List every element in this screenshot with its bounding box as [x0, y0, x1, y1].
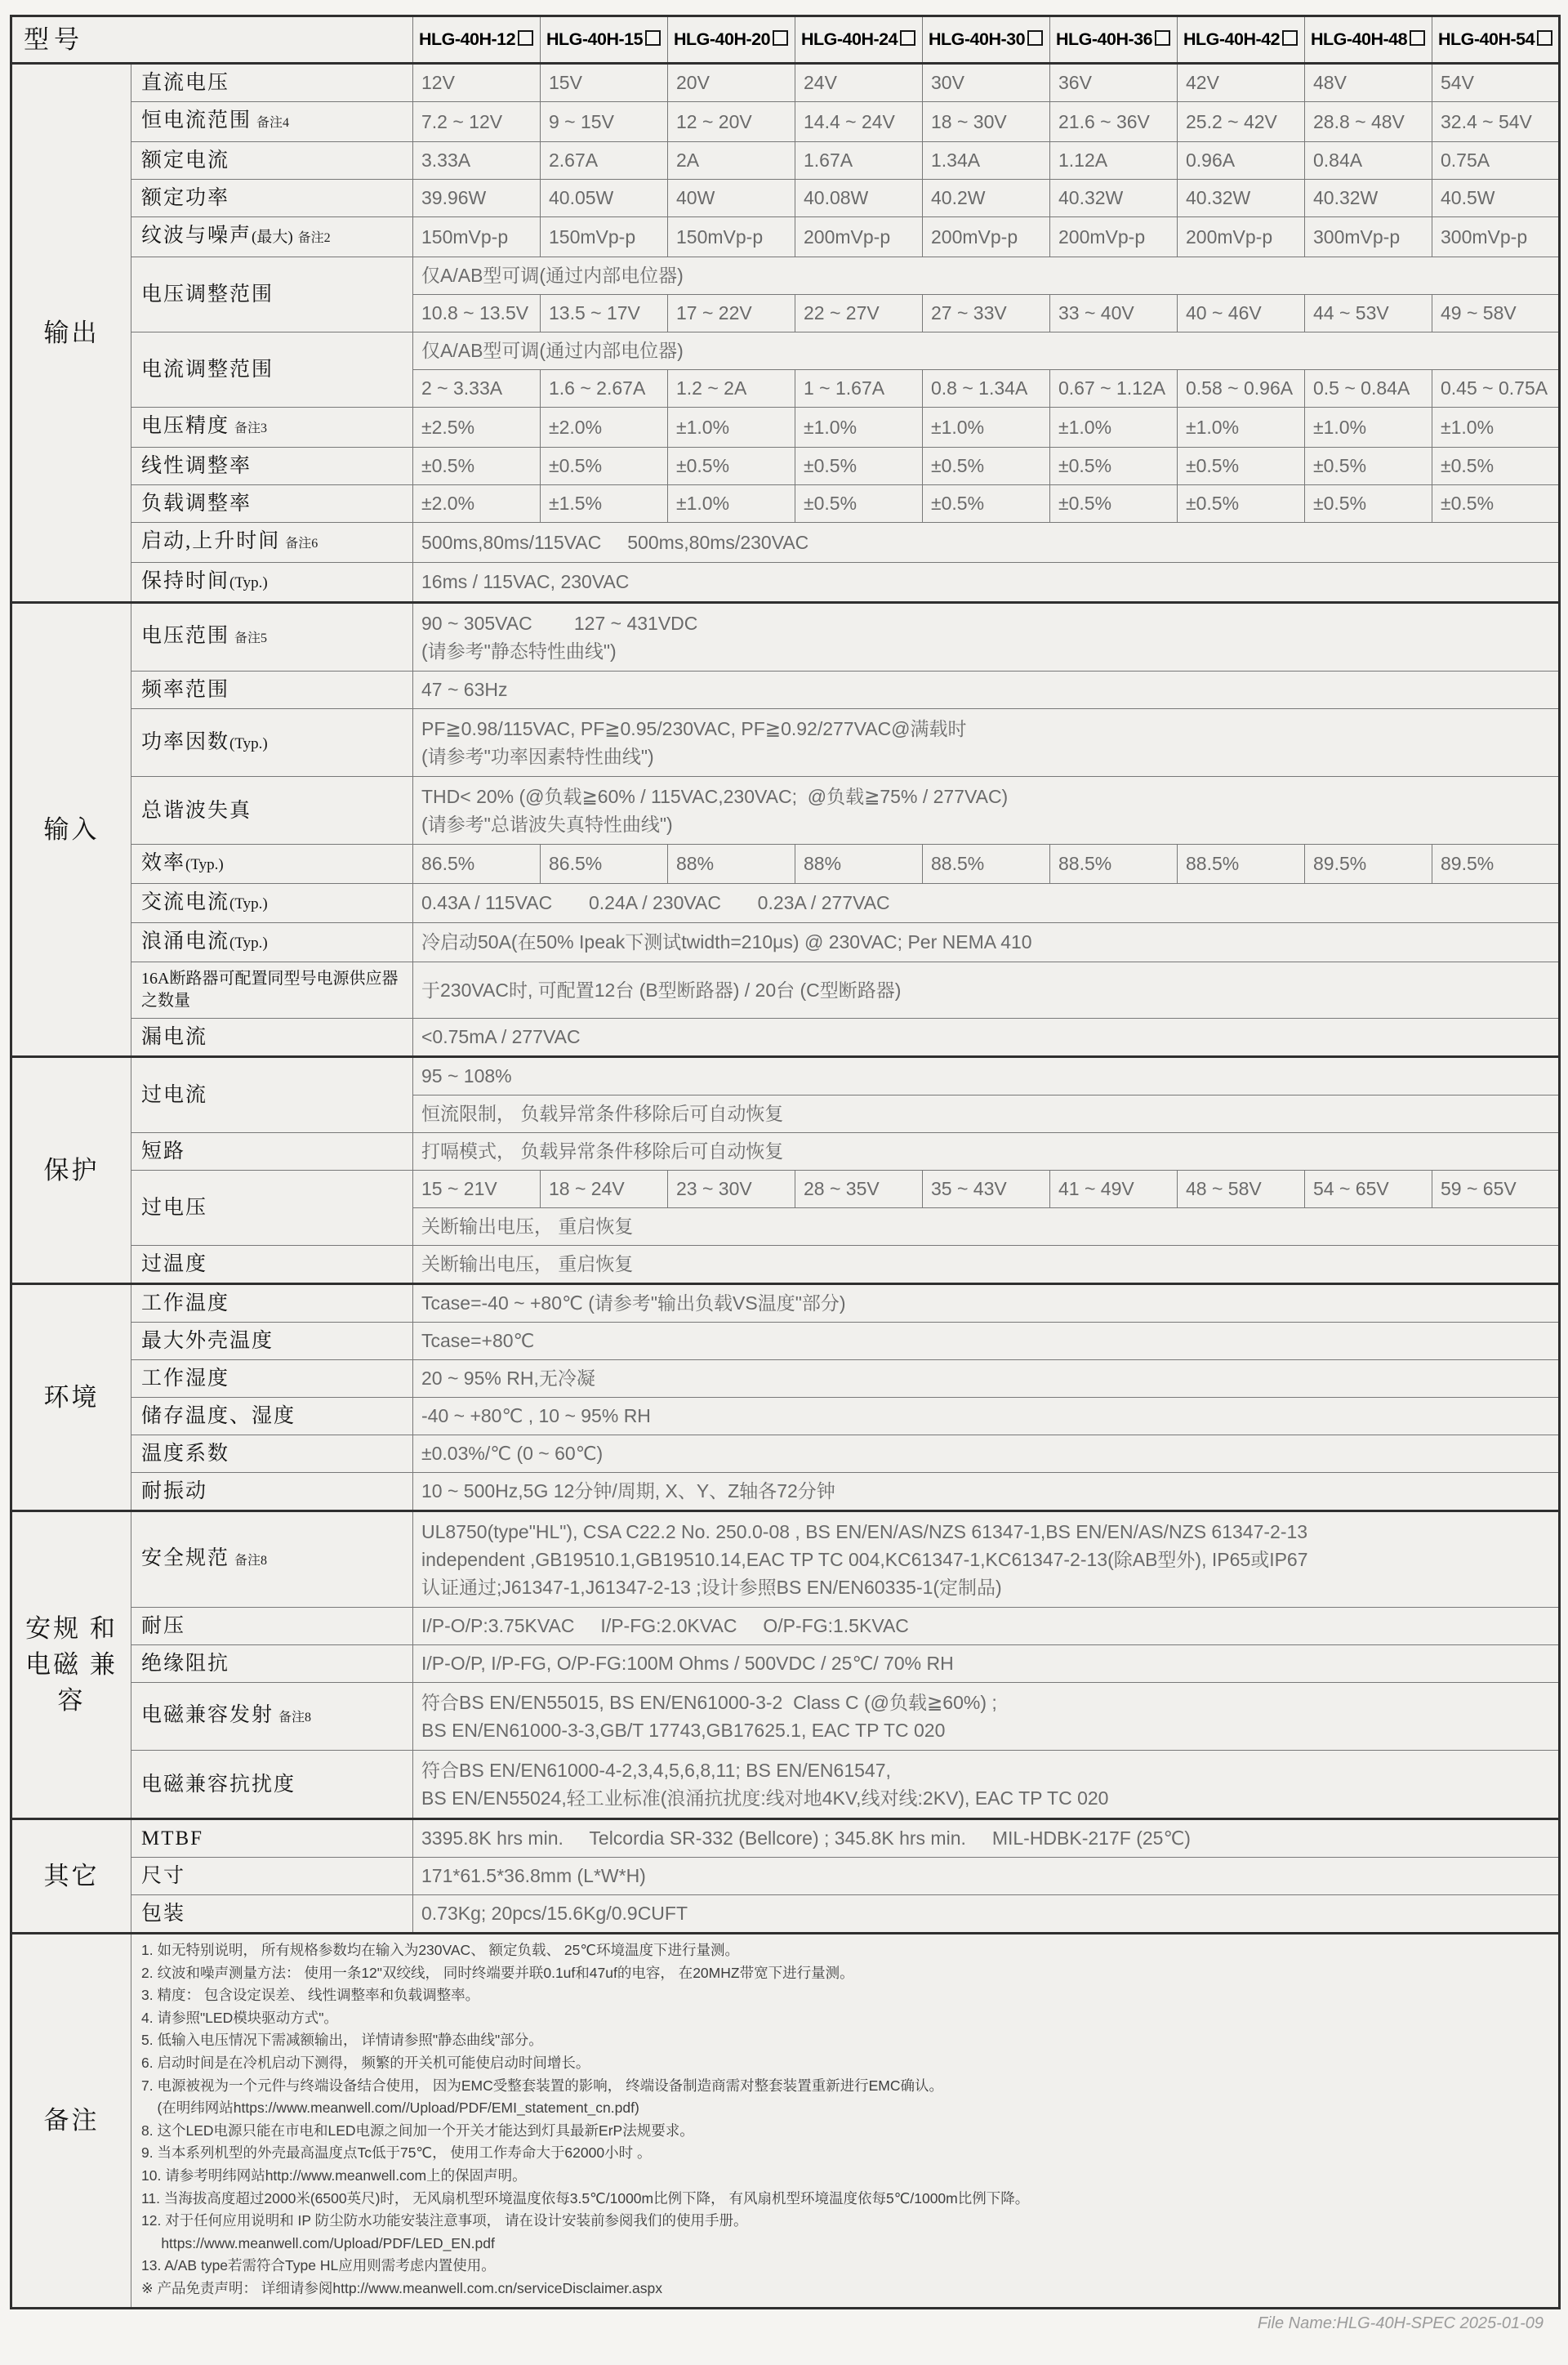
model-name: HLG-40H-30 — [929, 29, 1026, 49]
spec-cell: 15 ~ 21V — [413, 1171, 541, 1208]
row-label — [131, 1683, 413, 1751]
row-label-text: 短路 — [141, 1140, 186, 1162]
spec-span-cell: Tcase=-40 ~ +80℃ (请参考"输出负载VS温度"部分) — [413, 1284, 1560, 1323]
note-line: 8. 这个LED电源只能在市电和LED电源之间加一个开关才能达到灯具最新ErP法规要求。 — [141, 2122, 694, 2139]
spec-span-cell: 于230VAC时, 可配置12台 (B型断路器) / 20台 (C型断路器) — [413, 962, 1560, 1019]
section-label-notes: 备注 — [11, 1934, 131, 2309]
note-line: 6. 启动时间是在冷机启动下测得， 频繁的开关机可能使启动时间增长。 — [141, 2054, 590, 2071]
spec-cell: 0.58 ~ 0.96A — [1178, 370, 1305, 408]
model-name: HLG-40H-15 — [546, 29, 644, 49]
row-label-text: 漏电流 — [141, 1026, 208, 1048]
row-label-text: 频率范围 — [141, 679, 230, 701]
model-column-header — [1178, 16, 1305, 64]
spec-line: 认证通过;J61347-1,J61347-2-13 ;设计参照BS EN/EN60335-1(定制品) — [421, 1577, 1002, 1598]
spec-cell: ±0.5% — [413, 448, 541, 485]
row-label — [131, 1323, 413, 1360]
spec-cell: 44 ~ 53V — [1305, 295, 1432, 332]
spec-span-cell: 20 ~ 95% RH,无冷凝 — [413, 1360, 1560, 1398]
spec-cell: 1.2 ~ 2A — [668, 370, 795, 408]
model-column-header — [668, 16, 795, 64]
spec-cell: 150mVp-p — [668, 217, 795, 257]
spec-cell: 0.45 ~ 0.75A — [1432, 370, 1560, 408]
spec-cell: 40W — [668, 180, 795, 217]
spec-cell: ±0.5% — [1305, 485, 1432, 523]
note-line: 3. 精度： 包含设定误差、 线性调整率和负载调整率。 — [141, 1987, 480, 2004]
row-label-text: 额定功率 — [141, 187, 230, 209]
spec-multiline-cell — [413, 1751, 1560, 1819]
spec-cell: 17 ~ 22V — [668, 295, 795, 332]
spec-cell: 1.67A — [795, 142, 923, 180]
spec-span-cell: 10 ~ 500Hz,5G 12分钟/周期, X、Y、Z轴各72分钟 — [413, 1473, 1560, 1511]
spec-cell: 32.4 ~ 54V — [1432, 102, 1560, 142]
spec-cell: ±1.0% — [923, 408, 1050, 448]
row-label-text: 功率因数 — [141, 730, 230, 753]
model-suffix-box-icon — [1155, 30, 1170, 46]
spec-span-cell: 3395.8K hrs min. Telcordia SR-332 (Bellcore) ; 345.8K hrs min. MIL-HDBK-217F (25℃) — [413, 1819, 1560, 1858]
spec-multiline-cell — [413, 603, 1560, 672]
spec-sheet — [10, 15, 1558, 2333]
section-label: 输出 — [11, 64, 131, 603]
note-reference: 备注2 — [297, 231, 331, 245]
spec-cell: ±1.0% — [668, 485, 795, 523]
spec-cell: 0.8 ~ 1.34A — [923, 370, 1050, 408]
note-line: ※ 产品免责声明： 详细请参阅http://www.meanwell.com.cn/serviceDisclaimer.aspx — [141, 2279, 662, 2296]
row-label — [131, 1751, 413, 1819]
row-label-text: 额定电流 — [141, 149, 230, 172]
row-label-text: 最大外壳温度 — [141, 1330, 274, 1352]
spec-span-cell: 95 ~ 108% — [413, 1057, 1560, 1095]
spec-cell: ±0.5% — [1178, 485, 1305, 523]
spec-cell: 86.5% — [413, 845, 541, 884]
spec-cell: 10.8 ~ 13.5V — [413, 295, 541, 332]
spec-cell: 2.67A — [541, 142, 668, 180]
spec-cell: 59 ~ 65V — [1432, 1171, 1560, 1208]
spec-span-cell: 47 ~ 63Hz — [413, 672, 1560, 709]
spec-line: (请参考"总谐波失真特性曲线") — [421, 814, 673, 835]
row-label-text: 负载调整率 — [141, 493, 252, 515]
spec-cell: ±1.0% — [795, 408, 923, 448]
row-label-text: 电流调整范围 — [141, 359, 274, 381]
spec-cell: 3.33A — [413, 142, 541, 180]
row-label — [131, 884, 413, 923]
note-reference: 备注3 — [234, 422, 268, 435]
row-label — [131, 102, 413, 142]
row-label-text: 电磁兼容抗扰度 — [141, 1773, 296, 1796]
spec-cell: 0.75A — [1432, 142, 1560, 180]
spec-cell: 24V — [795, 64, 923, 102]
model-column-header — [541, 16, 668, 64]
spec-span-cell: 冷启动50A(在50% Ipeak下测试twidth=210μs) @ 230VAC; Per NEMA 410 — [413, 923, 1560, 962]
spec-span-cell: I/P-O/P:3.75KVAC I/P-FG:2.0KVAC O/P-FG:1.5KVAC — [413, 1608, 1560, 1645]
spec-line: independent ,GB19510.1,GB19510.14,EAC TP TC 004,KC61347-1,KC61347-2-13(除AB型外), IP65或IP67 — [421, 1549, 1308, 1570]
row-label-text: 浪涌电流 — [141, 930, 230, 953]
row-label-text: 启动,上升时间 — [141, 530, 281, 552]
spec-span-cell: 171*61.5*36.8mm (L*W*H) — [413, 1858, 1560, 1895]
row-label-text: 保持时间 — [141, 570, 230, 592]
model-name: HLG-40H-24 — [801, 29, 898, 49]
row-label-text: 交流电流 — [141, 891, 230, 913]
row-label — [131, 142, 413, 180]
spec-cell: ±2.0% — [413, 485, 541, 523]
row-label-text: 线性调整率 — [141, 455, 252, 477]
spec-span-cell: 打嗝模式， 负载异常条件移除后可自动恢复 — [413, 1133, 1560, 1171]
spec-cell: 300mVp-p — [1432, 217, 1560, 257]
spec-cell: 88.5% — [1050, 845, 1178, 884]
model-column-header — [1305, 16, 1432, 64]
spec-cell: 89.5% — [1305, 845, 1432, 884]
row-label-suffix: (Typ.) — [229, 734, 268, 752]
spec-cell: 23 ~ 30V — [668, 1171, 795, 1208]
spec-cell: 40.2W — [923, 180, 1050, 217]
note-line: 1. 如无特别说明， 所有规格参数均在输入为230VAC、 额定负载、 25℃环境温度下进行量测。 — [141, 1942, 740, 1958]
spec-cell: 20V — [668, 64, 795, 102]
row-label-text: 温度系数 — [141, 1443, 230, 1465]
spec-line: (请参考"静态特性曲线") — [421, 640, 617, 662]
spec-cell: ±0.5% — [1305, 448, 1432, 485]
note-line: 7. 电源被视为一个元件与终端设备结合使用， 因为EMC受整套装置的影响， 终端设备制造商需对整套装置重新进行EMC确认。 — [141, 2077, 943, 2094]
row-label — [131, 1133, 413, 1171]
row-label-text: 尺寸 — [141, 1865, 186, 1887]
spec-cell: 40.32W — [1050, 180, 1178, 217]
spec-cell: 18 ~ 30V — [923, 102, 1050, 142]
spec-cell: 54 ~ 65V — [1305, 1171, 1432, 1208]
spec-cell: 2A — [668, 142, 795, 180]
row-label — [131, 64, 413, 102]
spec-cell: 150mVp-p — [541, 217, 668, 257]
spec-cell: ±0.5% — [923, 485, 1050, 523]
model-name: HLG-40H-42 — [1183, 29, 1281, 49]
note-line: 4. 请参照"LED模块驱动方式"。 — [141, 2009, 338, 2026]
model-column-header — [413, 16, 541, 64]
spec-cell: 22 ~ 27V — [795, 295, 923, 332]
spec-cell: 150mVp-p — [413, 217, 541, 257]
row-label-text: 绝缘阻抗 — [141, 1653, 230, 1675]
spec-span-cell: 恒流限制， 负载异常条件移除后可自动恢复 — [413, 1095, 1560, 1133]
spec-cell: 1.6 ~ 2.67A — [541, 370, 668, 408]
spec-line: UL8750(type"HL"), CSA C22.2 No. 250.0-08 , BS EN/EN/AS/NZS 61347-1,BS EN/EN/AS/NZS 61347-2-13 — [421, 1521, 1308, 1542]
note-line: (在明纬网站https://www.meanwell.com//Upload/PDF/EMI_statement_cn.pdf) — [141, 2099, 639, 2117]
spec-cell: ±1.0% — [1432, 408, 1560, 448]
spec-cell: 21.6 ~ 36V — [1050, 102, 1178, 142]
spec-cell: 300mVp-p — [1305, 217, 1432, 257]
spec-cell: 1.12A — [1050, 142, 1178, 180]
spec-cell: 54V — [1432, 64, 1560, 102]
note-line: 9. 当本系列机型的外壳最高温度点Tc低于75℃， 使用工作寿命大于62000小时 。 — [141, 2144, 652, 2162]
spec-span-cell: Tcase=+80℃ — [413, 1323, 1560, 1360]
row-label-text: 储存温度、湿度 — [141, 1405, 296, 1427]
note-line: 11. 当海拔高度超过2000米(6500英尺)时， 无风扇机型环境温度依每3.5℃/1000m比例下降， 有风扇机型环境温度依每5℃/1000m比例下降。 — [141, 2189, 1030, 2207]
spec-cell: 200mVp-p — [795, 217, 923, 257]
spec-cell: 12V — [413, 64, 541, 102]
spec-cell: 12 ~ 20V — [668, 102, 795, 142]
row-label-text: 过温度 — [141, 1253, 208, 1275]
note-line: 5. 低输入电压情况下需减额输出， 详情请参照"静态曲线"部分。 — [141, 2032, 543, 2049]
note-reference: 备注5 — [234, 631, 268, 645]
row-label-text: 电压精度 — [141, 415, 230, 437]
row-label-text: 过电流 — [141, 1084, 208, 1106]
spec-cell: 42V — [1178, 64, 1305, 102]
model-name: HLG-40H-54 — [1438, 29, 1535, 49]
note-reference: 备注8 — [278, 1711, 312, 1725]
row-label-suffix: (Typ.) — [229, 574, 268, 591]
spec-cell: 1 ~ 1.67A — [795, 370, 923, 408]
row-label — [131, 777, 413, 845]
model-column-header — [1050, 16, 1178, 64]
spec-line: 符合BS EN/EN61000-4-2,3,4,5,6,8,11; BS EN/EN61547, — [421, 1760, 891, 1781]
spec-cell: ±1.0% — [1178, 408, 1305, 448]
row-label — [131, 523, 413, 563]
spec-cell: ±0.5% — [541, 448, 668, 485]
spec-cell: 13.5 ~ 17V — [541, 295, 668, 332]
spec-cell: 18 ~ 24V — [541, 1171, 668, 1208]
spec-cell: ±0.5% — [1432, 448, 1560, 485]
row-label — [131, 217, 413, 257]
spec-span-cell: ±0.03%/℃ (0 ~ 60℃) — [413, 1435, 1560, 1473]
row-label — [131, 709, 413, 777]
spec-span-cell: 500ms,80ms/115VAC 500ms,80ms/230VAC — [413, 523, 1560, 563]
row-label-text: 耐振动 — [141, 1480, 208, 1502]
spec-line: BS EN/EN61000-3-3,GB/T 17743,GB17625.1, EAC TP TC 020 — [421, 1720, 946, 1741]
section-label: 环境 — [11, 1284, 131, 1511]
section-label: 保护 — [11, 1057, 131, 1284]
spec-span-cell: I/P-O/P, I/P-FG, O/P-FG:100M Ohms / 500VDC / 25℃/ 70% RH — [413, 1645, 1560, 1683]
spec-line: (请参考"功率因素特性曲线") — [421, 746, 654, 767]
spec-cell: 88.5% — [923, 845, 1050, 884]
spec-cell: 48 ~ 58V — [1178, 1171, 1305, 1208]
spec-line: THD< 20% (@负载≧60% / 115VAC,230VAC; @负载≧75% / 277VAC) — [421, 786, 1009, 807]
row-label — [131, 1284, 413, 1323]
model-suffix-box-icon — [1027, 30, 1043, 46]
row-label — [131, 845, 413, 884]
spec-cell: ±0.5% — [1050, 448, 1178, 485]
section-label: 输入 — [11, 603, 131, 1057]
row-label-text: 16A断路器可配置同型号电源供应器之数量 — [141, 970, 399, 1010]
spec-cell: 88% — [795, 845, 923, 884]
spec-cell: ±0.5% — [1050, 485, 1178, 523]
row-label-text: 工作温度 — [141, 1292, 230, 1314]
spec-cell: 40.32W — [1178, 180, 1305, 217]
row-label — [131, 1608, 413, 1645]
file-name-footer: File Name:HLG-40H-SPEC 2025-01-09 — [1257, 2314, 1544, 2332]
notes-cell — [131, 1934, 1560, 2309]
spec-cell: 49 ~ 58V — [1432, 295, 1560, 332]
note-line: 13. A/AB type若需符合Type HL应用则需考虑内置使用。 — [141, 2257, 496, 2274]
spec-cell: ±1.5% — [541, 485, 668, 523]
spec-cell: 14.4 ~ 24V — [795, 102, 923, 142]
row-label — [131, 1019, 413, 1057]
model-suffix-box-icon — [1537, 30, 1552, 46]
row-label — [131, 1895, 413, 1934]
note-reference: 备注4 — [256, 116, 290, 130]
spec-cell: 40 ~ 46V — [1178, 295, 1305, 332]
spec-cell: 88.5% — [1178, 845, 1305, 884]
model-column-header — [1432, 16, 1560, 64]
spec-cell: 41 ~ 49V — [1050, 1171, 1178, 1208]
spec-cell: 1.34A — [923, 142, 1050, 180]
row-label — [131, 408, 413, 448]
spec-cell: 7.2 ~ 12V — [413, 102, 541, 142]
row-label — [131, 1171, 413, 1246]
row-label — [131, 1057, 413, 1133]
model-suffix-box-icon — [900, 30, 915, 46]
row-label — [131, 485, 413, 523]
models-header-label: 型号 — [11, 16, 413, 64]
row-label — [131, 1360, 413, 1398]
spec-cell: 0.96A — [1178, 142, 1305, 180]
spec-cell: 25.2 ~ 42V — [1178, 102, 1305, 142]
spec-cell: 40.5W — [1432, 180, 1560, 217]
row-label-text: 安全规范 — [141, 1547, 230, 1569]
spec-cell: ±2.0% — [541, 408, 668, 448]
row-label-suffix: (Typ.) — [229, 935, 268, 952]
spec-cell: 200mVp-p — [1178, 217, 1305, 257]
note-line: 10. 请参考明纬网站http://www.meanwell.com上的保固声明。 — [141, 2166, 527, 2184]
row-label — [131, 1819, 413, 1858]
spec-line: BS EN/EN55024,轻工业标准(浪涌抗扰度:线对地4KV,线对线:2KV), EAC TP TC 020 — [421, 1787, 1109, 1809]
row-label — [131, 1473, 413, 1511]
spec-span-cell: 仅A/AB型可调(通过内部电位器) — [413, 332, 1560, 370]
spec-cell: 88% — [668, 845, 795, 884]
row-label — [131, 1645, 413, 1683]
spec-cell: ±0.5% — [923, 448, 1050, 485]
spec-span-cell: <0.75mA / 277VAC — [413, 1019, 1560, 1057]
section-label: 其它 — [11, 1819, 131, 1934]
spec-multiline-cell — [413, 709, 1560, 777]
model-suffix-box-icon — [518, 30, 533, 46]
spec-cell: 0.67 ~ 1.12A — [1050, 370, 1178, 408]
spec-multiline-cell — [413, 777, 1560, 845]
spec-span-cell: 关断输出电压， 重启恢复 — [413, 1246, 1560, 1284]
row-label-text: 工作湿度 — [141, 1368, 230, 1390]
note-line: 12. 对于任何应用说明和 IP 防尘防水功能安装注意事项， 请在设计安装前参阅我们的使用手册。 — [141, 2212, 748, 2229]
model-column-header — [923, 16, 1050, 64]
spec-cell: 28.8 ~ 48V — [1305, 102, 1432, 142]
row-label-text: 恒电流范围 — [141, 109, 252, 132]
spec-cell: ±0.5% — [795, 448, 923, 485]
note-reference: 备注6 — [285, 537, 318, 551]
row-label-text: 电压调整范围 — [141, 283, 274, 306]
row-label — [131, 672, 413, 709]
spec-span-cell: 关断输出电压， 重启恢复 — [413, 1208, 1560, 1246]
spec-cell: 48V — [1305, 64, 1432, 102]
spec-cell: 15V — [541, 64, 668, 102]
spec-cell: 0.5 ~ 0.84A — [1305, 370, 1432, 408]
row-label-text: 耐压 — [141, 1615, 186, 1637]
spec-cell: 89.5% — [1432, 845, 1560, 884]
spec-line: 符合BS EN/EN55015, BS EN/EN61000-3-2 Class C (@负载≧60%) ; — [421, 1692, 997, 1713]
row-label — [131, 332, 413, 408]
spec-line: 90 ~ 305VAC 127 ~ 431VDC — [421, 613, 698, 634]
spec-multiline-cell — [413, 1511, 1560, 1608]
spec-cell: ±2.5% — [413, 408, 541, 448]
row-label — [131, 923, 413, 962]
spec-line: PF≧0.98/115VAC, PF≧0.95/230VAC, PF≧0.92/277VAC@满载时 — [421, 718, 967, 739]
row-label — [131, 1511, 413, 1608]
spec-span-cell: -40 ~ +80℃ , 10 ~ 95% RH — [413, 1398, 1560, 1435]
spec-cell: 2 ~ 3.33A — [413, 370, 541, 408]
spec-span-cell: 0.43A / 115VAC 0.24A / 230VAC 0.23A / 277VAC — [413, 884, 1560, 923]
spec-span-cell: 0.73Kg; 20pcs/15.6Kg/0.9CUFT — [413, 1895, 1560, 1934]
row-label — [131, 1398, 413, 1435]
row-label-text: 电磁兼容发射 — [141, 1704, 274, 1726]
row-label-suffix: (Typ.) — [229, 895, 268, 913]
row-label — [131, 563, 413, 603]
spec-cell: 39.96W — [413, 180, 541, 217]
spec-cell: ±0.5% — [1432, 485, 1560, 523]
spec-cell: 40.05W — [541, 180, 668, 217]
spec-cell: 35 ~ 43V — [923, 1171, 1050, 1208]
row-label — [131, 962, 413, 1019]
spec-table — [10, 15, 1561, 2309]
spec-cell: 27 ~ 33V — [923, 295, 1050, 332]
model-name: HLG-40H-20 — [674, 29, 771, 49]
spec-multiline-cell — [413, 1683, 1560, 1751]
model-suffix-box-icon — [1282, 30, 1298, 46]
spec-cell: 30V — [923, 64, 1050, 102]
row-label-text: 过电压 — [141, 1197, 208, 1219]
row-label-text: 包装 — [141, 1903, 186, 1925]
row-label-text: 总谐波失真 — [141, 799, 252, 822]
spec-span-cell: 仅A/AB型可调(通过内部电位器) — [413, 257, 1560, 295]
spec-cell: 33 ~ 40V — [1050, 295, 1178, 332]
row-label-text: 效率 — [141, 852, 186, 874]
spec-cell: 200mVp-p — [1050, 217, 1178, 257]
row-label — [131, 257, 413, 332]
spec-span-cell: 16ms / 115VAC, 230VAC — [413, 563, 1560, 603]
row-label-text: 纹波与噪声 — [141, 225, 252, 247]
spec-cell: ±0.5% — [668, 448, 795, 485]
row-label — [131, 1858, 413, 1895]
spec-cell: 200mVp-p — [923, 217, 1050, 257]
row-label — [131, 448, 413, 485]
spec-cell: 40.08W — [795, 180, 923, 217]
spec-cell: ±0.5% — [795, 485, 923, 523]
spec-cell: 36V — [1050, 64, 1178, 102]
row-label-text: MTBF — [141, 1827, 204, 1850]
spec-cell: ±1.0% — [1050, 408, 1178, 448]
spec-cell: 0.84A — [1305, 142, 1432, 180]
spec-cell: ±1.0% — [668, 408, 795, 448]
spec-cell: ±0.5% — [1178, 448, 1305, 485]
spec-cell: 9 ~ 15V — [541, 102, 668, 142]
row-label — [131, 1435, 413, 1473]
model-name: HLG-40H-48 — [1311, 29, 1408, 49]
row-label-text: 直流电压 — [141, 72, 230, 94]
model-name: HLG-40H-12 — [419, 29, 516, 49]
model-suffix-box-icon — [1410, 30, 1425, 46]
spec-cell: 40.32W — [1305, 180, 1432, 217]
model-name: HLG-40H-36 — [1056, 29, 1153, 49]
row-label — [131, 603, 413, 672]
note-line: 2. 纹波和噪声测量方法： 使用一条12"双绞线， 同时终端要并联0.1uf和47uf的电容， 在20MHZ带宽下进行量测。 — [141, 1964, 854, 1981]
row-label-text: 电压范围 — [141, 625, 230, 647]
row-label-suffix: (最大) — [252, 229, 293, 246]
model-suffix-box-icon — [645, 30, 661, 46]
model-suffix-box-icon — [773, 30, 788, 46]
spec-cell: 86.5% — [541, 845, 668, 884]
row-label — [131, 1246, 413, 1284]
row-label — [131, 180, 413, 217]
spec-cell: 28 ~ 35V — [795, 1171, 923, 1208]
note-reference: 备注8 — [234, 1554, 268, 1568]
row-label-suffix: (Typ.) — [185, 856, 224, 873]
model-column-header — [795, 16, 923, 64]
note-line: https://www.meanwell.com/Upload/PDF/LED_EN.pdf — [141, 2234, 495, 2251]
section-label: 安规 和 电磁 兼容 — [11, 1511, 131, 1819]
spec-cell: ±1.0% — [1305, 408, 1432, 448]
